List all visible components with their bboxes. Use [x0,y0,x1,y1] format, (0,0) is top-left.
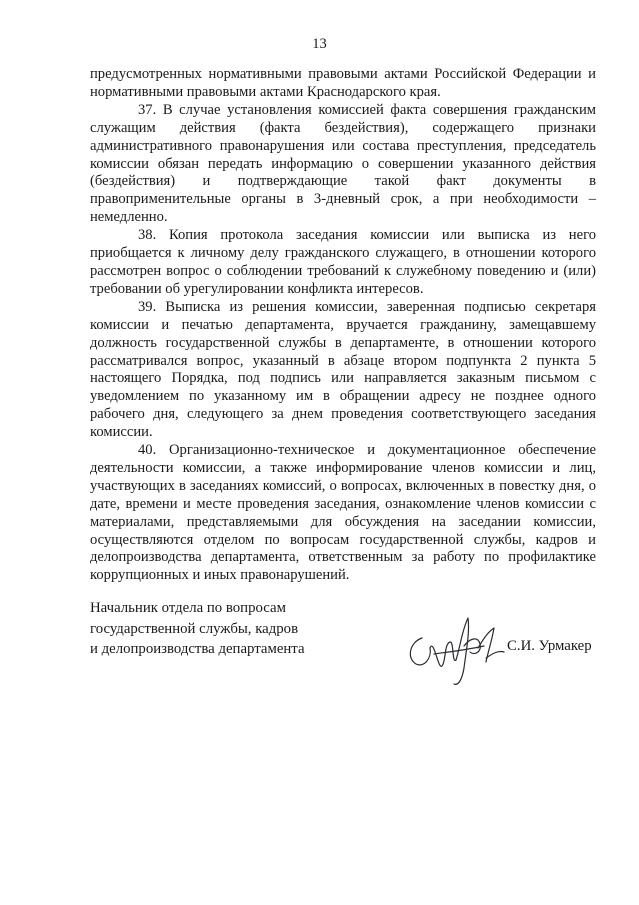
page-number: 13 [312,36,327,52]
signer-position-line-1: Начальник отдела по вопросам [90,600,286,616]
paragraph-item-38: 38. Копия протокола заседания комиссии или выписка из него приобщается к личному делу гражданского служащего, в отношении которого рассмотрен вопрос о соблюдении требований к служебному поведению и (или) требовании об урегулировании конфликта интересов. [90,227,596,297]
paragraph-item-39: 39. Выписка из решения комиссии, заверенная подписью секретаря комиссии и печатью департамента, вручается гражданину, замещавшему должность государственной службы в департаменте, в отношении которого рассматривался вопрос, указанный в абзаце втором подпункта 2 пункта 5 настоящего Порядка, под подпись или направляется заказным письмом с уведомлением по указанному им в обращении адресу не позднее одного рабочего дня, следующего за днем проведения соответствующего заседания комиссии. [90,298,596,441]
handwritten-signature [400,608,510,688]
paragraph-continuation: предусмотренных нормативными правовыми актами Российской Федерации и нормативными правовыми актами Краснодарского края. [90,66,596,100]
document-body [90,66,596,585]
signer-position-line-3: и делопроизводства департамента [90,641,305,657]
paragraph-item-40: 40. Организационно-техническое и документационное обеспечение деятельности комиссии, а также информирование членов комиссии и лиц, участвующих в заседаниях комиссий, о вопросах, включенных в повестку дня, о дате, времени и месте проведения заседания, ознакомление членов комиссии с материалами, представляемыми для обсуждения на заседании комиссии, осуществляются отделом по вопросам государственной службы, кадров и делопроизводства департамента, ответственным за работу по профилактике коррупционных и иных правонарушений. [90,442,596,584]
signature-block [90,598,600,708]
signer-position-line-2: государственной службы, кадров [90,620,299,637]
paragraph-item-37: 37. В случае установления комиссией факта совершения гражданским служащим действия (факта бездействия), содержащего признаки административного правонарушения или состава преступления, председатель комиссии обязан передать информацию о совершении указанного действия (бездействия) и подтверждающие такой факт документы в правоприменительные органы в 3-дневный срок, а при необходимости – немедленно. [90,101,596,226]
signer-position [90,598,305,660]
signer-name: С.И. Урмакер [507,638,592,654]
